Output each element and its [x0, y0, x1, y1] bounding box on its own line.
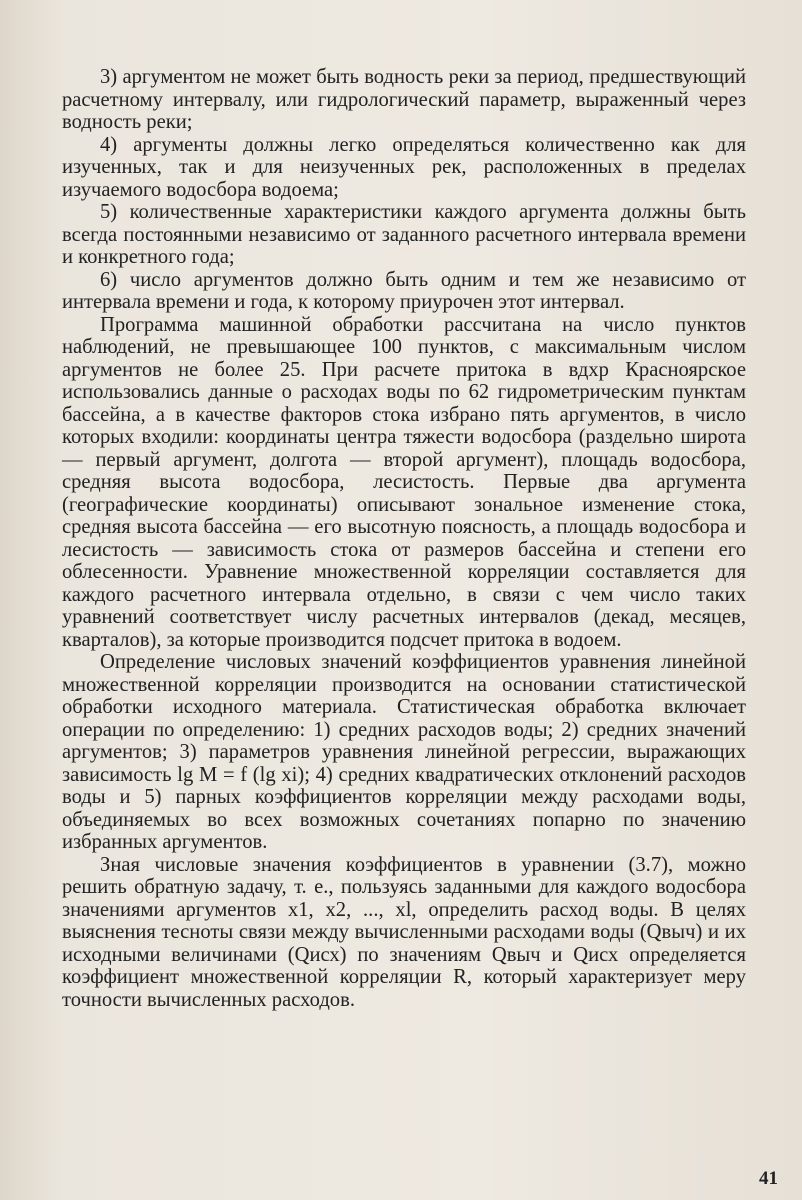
body-text [62, 66, 746, 1011]
paragraph-item-4: 4) аргументы должны легко определяться количественно как для изученных, так и для неизученных рек, расположенных в пределах изучаемого водосбора водоема; [62, 133, 746, 201]
paragraph-item-3: 3) аргументом не может быть водность реки за период, предшествующий расчетному интервалу, или гидрологический параметр, выраженный через водность реки; [62, 66, 746, 133]
paragraph-coefficients: Определение числовых значений коэффициентов уравнения линейной множественной корреляции производится на основании статистической обработки исходного материала. Статистическая обработка включает операции по определению: 1) средних расходов воды; 2) средних значений аргументов; 3) параметров уравнения линейной регрессии, выражающих зависимость lg M = f (lg xi); 4) средних квадратических отклонений расходов воды и 5) парных коэффициентов корреляции между расходами воды, объединяемых во всех возможных сочетаниях попарно по значению избранных аргументов. [62, 651, 746, 853]
page-number: 41 [759, 1168, 778, 1189]
paragraph-program: Программа машинной обработки рассчитана на число пунктов наблюдений, не превышающее 100 пунктов, с максимальным числом аргументов не более 25. При расчете притока в вдхр Красноярское использовались данные о расходах воды по 62 гидрометрическим пунктам бассейна, а в качестве факторов стока избрано пять аргументов, в число которых входили: координаты центра тяжести водосбора (раздельно широта — первый аргумент, долгота — второй аргумент), площадь водосбора, средняя высота водосбора, лесистость. Первые два аргумента (географические координаты) описывают зональное изменение стока, средняя высота бассейна — его высотную поясность, а площадь водосбора и лесистость — зависимость стока от размеров бассейна и степени его облесенности. Уравнение множественной корреляции составляется для каждого расчетного интервала отдельно, в связи с чем число таких уравнений соответствует числу расчетных интервалов (декад, месяцев, кварталов), за которые производится подсчет притока в водоем. [62, 313, 746, 651]
paragraph-inverse-task: Зная числовые значения коэффициентов в уравнении (3.7), можно решить обратную задачу, т. е., пользуясь заданными для каждого водосбора значениями аргументов x1, x2, ..., xl, определить расход воды. В целях выяснения тесноты связи между вычисленными расходами воды (Qвыч) и их исходными величинами (Qисх) по значениям Qвыч и Qисх определяется коэффициент множественной корреляции R, который характеризует меру точности вычисленных расходов. [62, 853, 746, 1011]
paragraph-item-6: 6) число аргументов должно быть одним и тем же независимо от интервала времени и года, к которому приурочен этот интервал. [62, 268, 746, 313]
paragraph-item-5: 5) количественные характеристики каждого аргумента должны быть всегда постоянными независимо от заданного расчетного интервала времени и конкретного года; [62, 201, 746, 268]
